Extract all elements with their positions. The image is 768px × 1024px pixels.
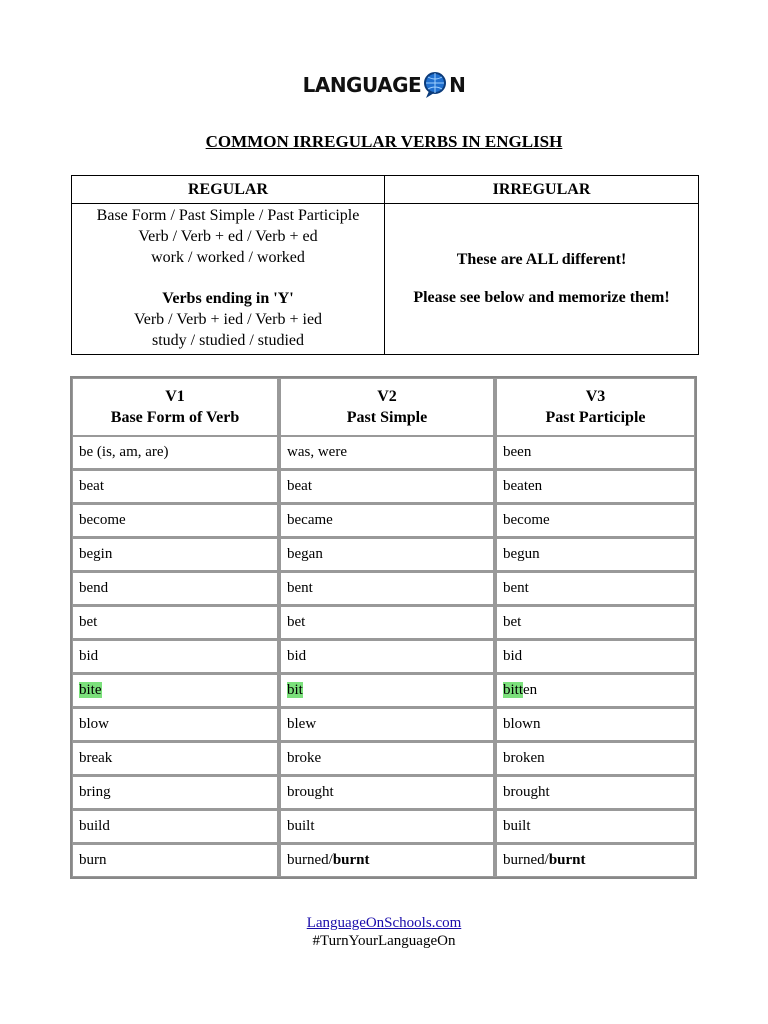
verb-cell-v3: brought bbox=[496, 775, 695, 809]
verb-cell-v1: become bbox=[72, 503, 280, 537]
v2-code: V2 bbox=[377, 388, 397, 405]
verb-cell-v3: beaten bbox=[496, 469, 695, 503]
v3-code: V3 bbox=[585, 388, 606, 405]
table-row bbox=[72, 843, 695, 877]
rules-table bbox=[71, 175, 699, 355]
logo bbox=[0, 68, 768, 102]
irregular-rules-cell bbox=[385, 204, 699, 355]
verb-cell-v3: begun bbox=[496, 537, 695, 571]
highlighted-verb: bit bbox=[287, 682, 303, 698]
table-row bbox=[72, 809, 695, 843]
table-row bbox=[72, 605, 695, 639]
v2-header bbox=[280, 378, 496, 437]
regular-line: Verb / Verb + ed / Verb + ed bbox=[138, 228, 318, 245]
verb-cell-v3 bbox=[496, 843, 695, 877]
table-row bbox=[72, 537, 695, 571]
y-heading: Verbs ending in 'Y' bbox=[162, 290, 294, 308]
globe-icon bbox=[422, 71, 448, 99]
regular-line: Base Form / Past Simple / Past Participle bbox=[96, 207, 360, 225]
verb-cell-v3: broken bbox=[496, 741, 695, 775]
verb-cell-v3: become bbox=[496, 503, 695, 537]
highlighted-verb: bitt bbox=[503, 682, 524, 698]
verb-cell-v3: bent bbox=[496, 571, 695, 605]
regular-rules-cell bbox=[72, 204, 385, 355]
table-row bbox=[72, 775, 695, 809]
verb-cell-v1: bring bbox=[72, 775, 280, 809]
verb-cell-v2: began bbox=[280, 537, 496, 571]
v2-label: Past Simple bbox=[346, 409, 428, 426]
verb-cell-v3: bid bbox=[496, 639, 695, 673]
verb-cell-v2: brought bbox=[280, 775, 496, 809]
y-line: Verb / Verb + ied / Verb + ied bbox=[133, 311, 323, 329]
verb-cell-v1: bid bbox=[72, 639, 280, 673]
v1-label: Base Form of Verb bbox=[110, 409, 240, 426]
regular-header: REGULAR bbox=[72, 176, 385, 204]
irregular-line: Please see below and memorize them! bbox=[413, 289, 670, 306]
verb-cell-v1: beat bbox=[72, 469, 280, 503]
website-link[interactable]: LanguageOnSchools.com bbox=[306, 915, 462, 931]
verb-cell-v1: build bbox=[72, 809, 280, 843]
verb-cell-v1: burn bbox=[72, 843, 280, 877]
table-row bbox=[72, 707, 695, 741]
verbs-table bbox=[70, 376, 697, 879]
table-row bbox=[72, 673, 695, 707]
verb-cell-v2: bet bbox=[280, 605, 496, 639]
verb-cell-v2: became bbox=[280, 503, 496, 537]
verb-cell-v1: bend bbox=[72, 571, 280, 605]
table-row bbox=[72, 741, 695, 775]
table-row bbox=[72, 639, 695, 673]
verb-cell-v1: blow bbox=[72, 707, 280, 741]
logo-text-right: N bbox=[449, 73, 466, 97]
verb-cell-v1: bet bbox=[72, 605, 280, 639]
logo-text-left: LANGUAGE bbox=[302, 73, 422, 97]
verb-cell-v3: been bbox=[496, 437, 695, 469]
table-row bbox=[72, 571, 695, 605]
hashtag: #TurnYourLanguageOn bbox=[312, 933, 456, 949]
table-row bbox=[72, 503, 695, 537]
footer bbox=[0, 914, 768, 950]
verb-bold: burnt bbox=[548, 852, 586, 868]
verb-cell-v1: break bbox=[72, 741, 280, 775]
verb-plain: burned/ bbox=[287, 852, 333, 868]
verb-cell-v3: blown bbox=[496, 707, 695, 741]
verb-plain: burned/ bbox=[503, 852, 549, 868]
verb-cell-v2 bbox=[280, 673, 496, 707]
irregular-header: IRREGULAR bbox=[385, 176, 699, 204]
table-row bbox=[72, 469, 695, 503]
v3-label: Past Participle bbox=[545, 409, 646, 426]
v3-header bbox=[496, 378, 695, 437]
verb-cell-v1: be (is, am, are) bbox=[72, 437, 280, 469]
verb-cell-v3: bet bbox=[496, 605, 695, 639]
verb-cell-v2: bid bbox=[280, 639, 496, 673]
table-row bbox=[72, 437, 695, 469]
verb-cell-v2: broke bbox=[280, 741, 496, 775]
v1-code: V1 bbox=[165, 388, 185, 405]
verb-cell-v2 bbox=[280, 843, 496, 877]
regular-line: work / worked / worked bbox=[151, 248, 305, 266]
verb-cell-v1: begin bbox=[72, 537, 280, 571]
verb-cell-v2: was, were bbox=[280, 437, 496, 469]
verb-cell-v2: bent bbox=[280, 571, 496, 605]
verb-cell-v2: built bbox=[280, 809, 496, 843]
verb-cell-v2: blew bbox=[280, 707, 496, 741]
highlighted-verb: bite bbox=[79, 682, 102, 698]
verb-cell-v1 bbox=[72, 673, 280, 707]
verb-cell-v2: beat bbox=[280, 469, 496, 503]
page-title: COMMON IRREGULAR VERBS IN ENGLISH bbox=[205, 132, 563, 151]
verb-suffix: en bbox=[523, 682, 538, 698]
y-line: study / studied / studied bbox=[152, 331, 304, 349]
irregular-line: These are ALL different! bbox=[456, 251, 627, 268]
verb-cell-v3: built bbox=[496, 809, 695, 843]
verb-bold: burnt bbox=[332, 852, 370, 868]
verb-cell-v3 bbox=[496, 673, 695, 707]
v1-header bbox=[72, 378, 280, 437]
